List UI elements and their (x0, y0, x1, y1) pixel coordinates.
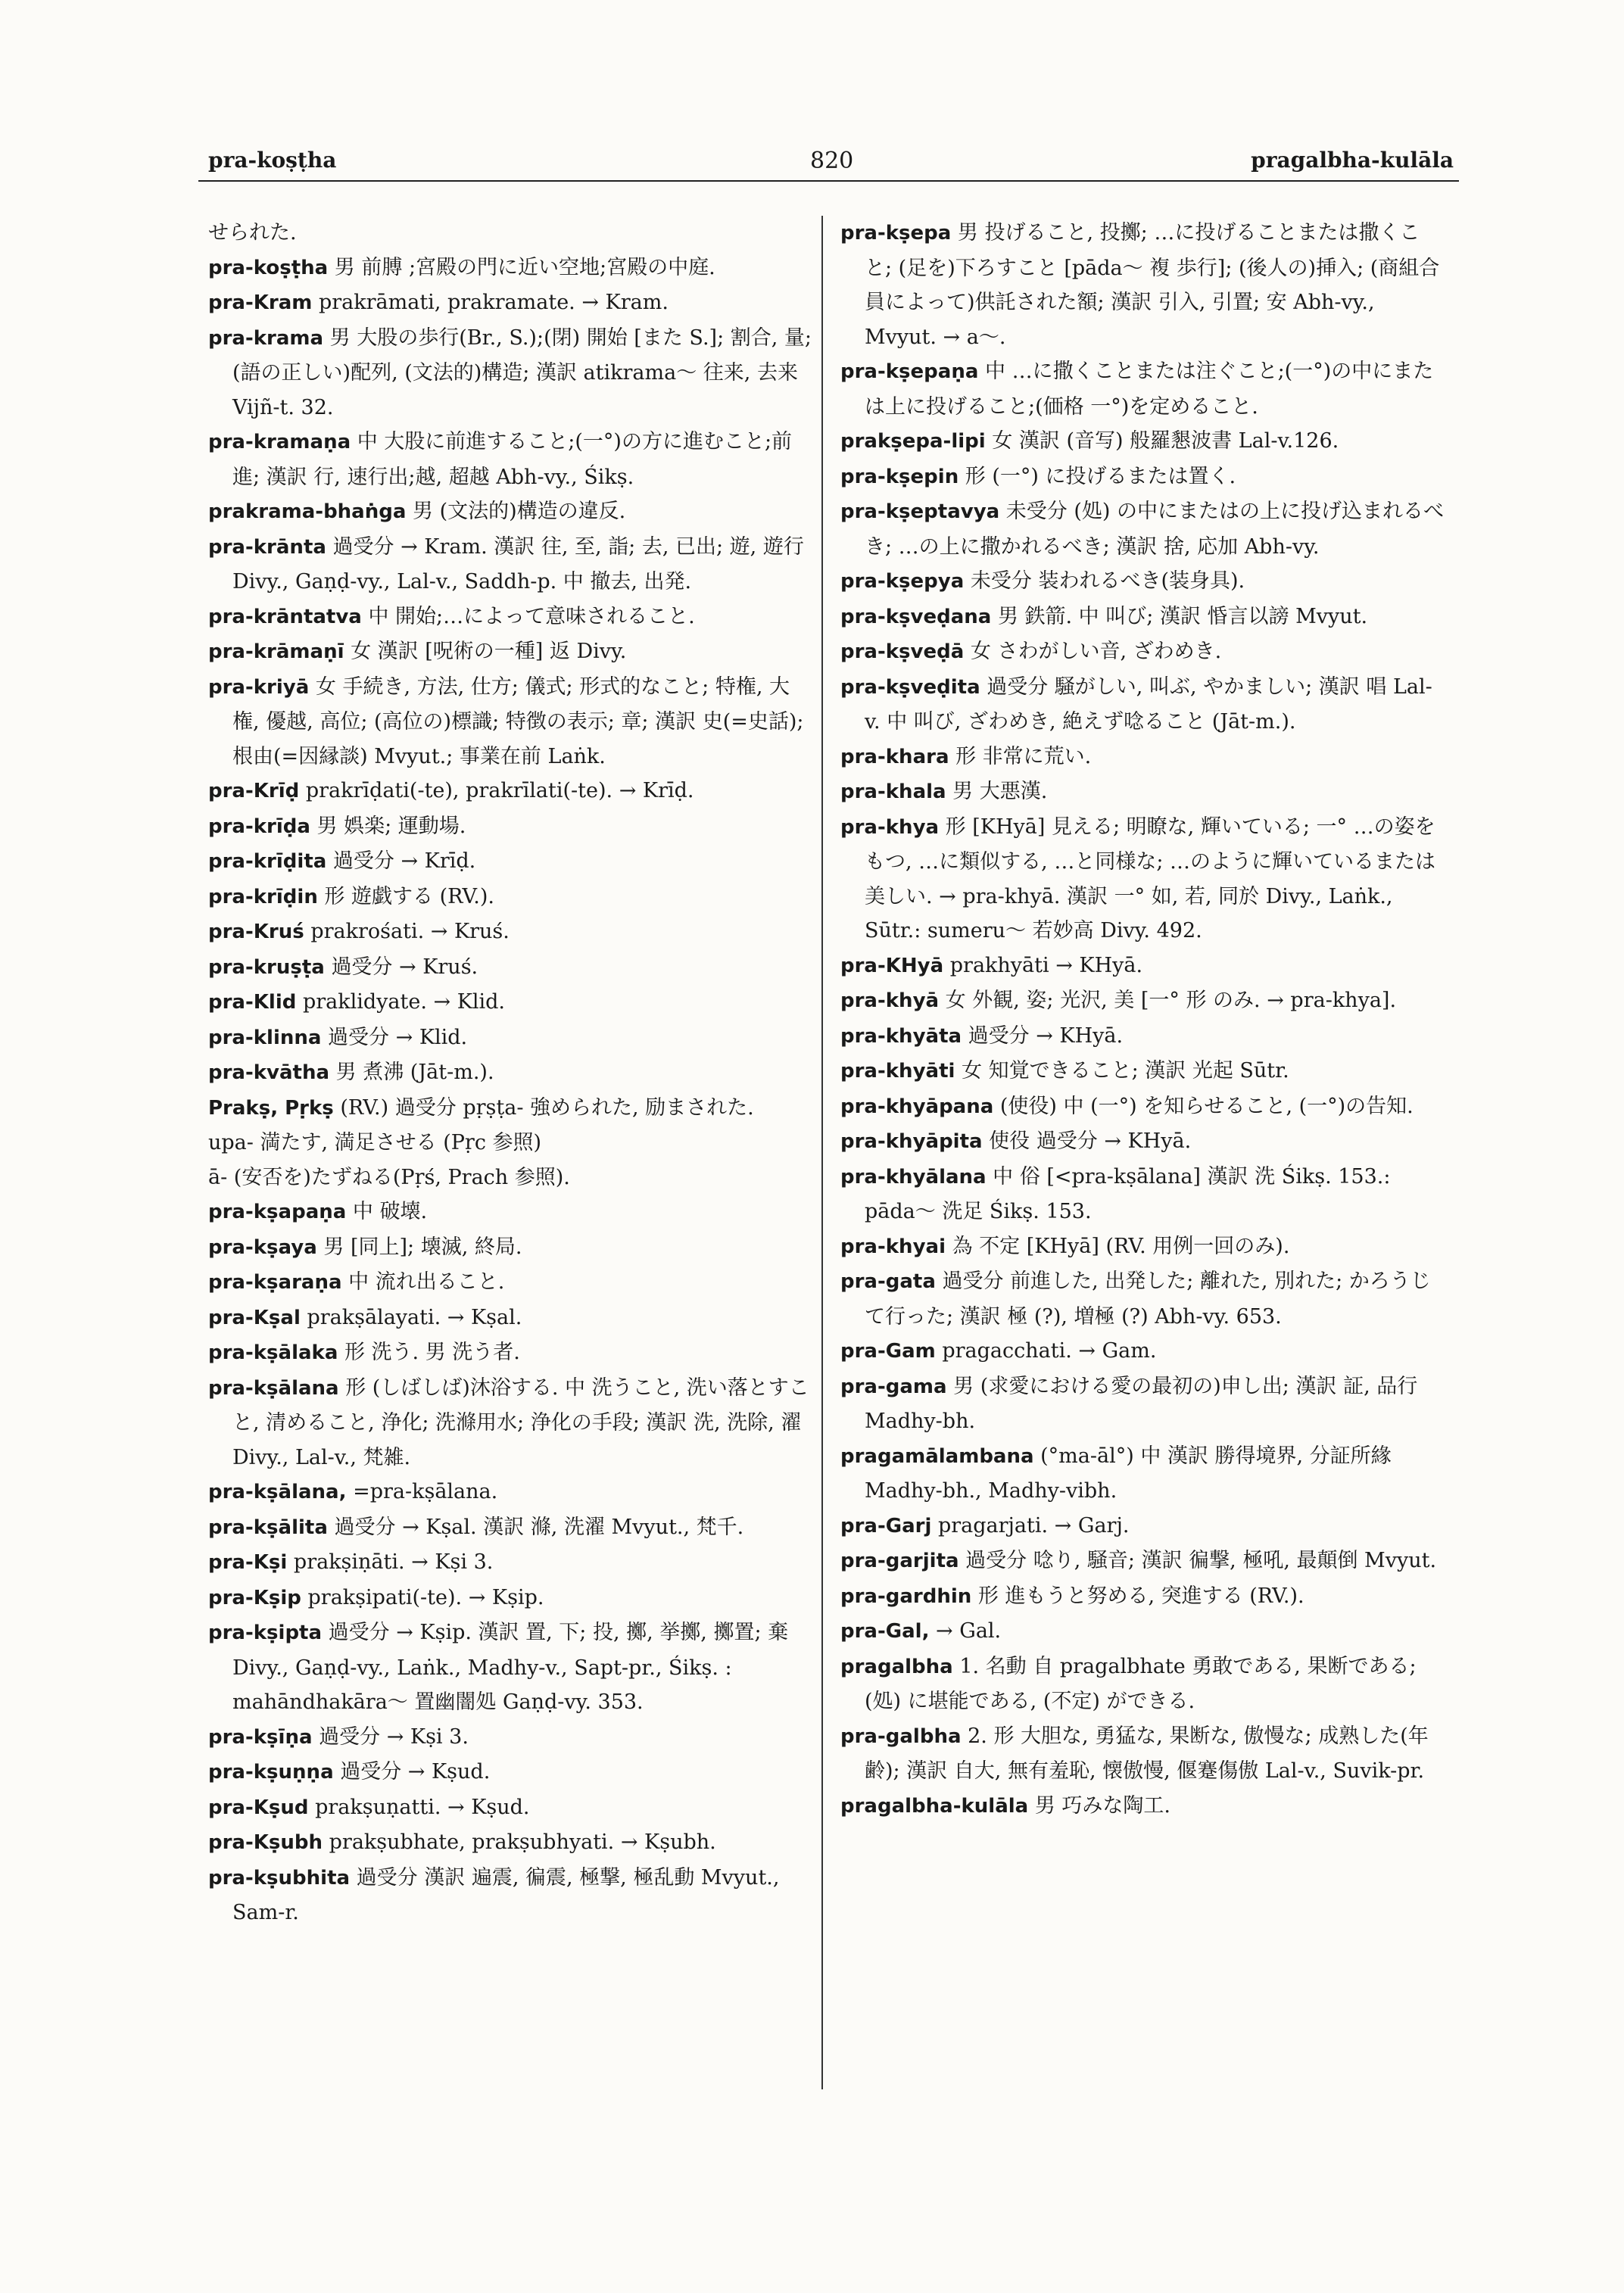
dictionary-entry (208, 914, 814, 950)
entry-definition: 中 流れ出ること. (348, 1270, 505, 1294)
dictionary-entry (208, 321, 814, 425)
dictionary-entry (840, 1369, 1446, 1439)
dictionary-entry (840, 1614, 1446, 1650)
dictionary-entry (208, 1161, 814, 1195)
dictionary-entry (208, 844, 814, 880)
entry-headword: pra-garjita (840, 1550, 959, 1572)
entry-definition: prakṣālayati. → Kṣal. (307, 1305, 522, 1329)
entry-definition: pragarjati. → Garj. (937, 1513, 1130, 1537)
entry-headword: pra-Kruś (208, 921, 304, 943)
dictionary-entry (840, 810, 1446, 949)
dictionary-entry (840, 1789, 1446, 1824)
dictionary-entry (840, 1719, 1446, 1789)
entry-headword: pra-Kṣubh (208, 1831, 323, 1854)
entry-definition: 過受分 → Klid. (328, 1025, 468, 1049)
entry-headword: pra-kṣepaṇa (840, 360, 979, 383)
dictionary-entry (208, 1230, 814, 1266)
dictionary-entry (208, 1475, 814, 1510)
entry-headword: pra-Kṣip (208, 1586, 301, 1609)
running-head-left: pra-koṣṭha (208, 148, 337, 173)
entry-headword: pra-kṣaya (208, 1235, 317, 1259)
dictionary-entry (840, 600, 1446, 635)
entry-definition: 過受分 唸り, 騒音; 漢訳 徧撃, 極吼, 最顛倒 Mvyut. (965, 1549, 1437, 1572)
entry-headword: pra-khyāpana (840, 1095, 994, 1118)
column-divider (821, 216, 823, 2089)
dictionary-entry (840, 1054, 1446, 1089)
entry-headword: pra-khyāpita (840, 1130, 983, 1153)
dictionary-entry (208, 1091, 814, 1126)
entry-definition: 形 [KHyā] 見える; 明瞭な, 輝いている; 一° …の姿をもつ, …に類似する, …と同様な; …のように輝いているまたは美しい. → pra-khyā. 漢訳 一° 如, 若, 同於 Divy., Laṅk., Sūtr.: sumeru～ 若妙高 Divy. 492. (865, 815, 1436, 942)
entry-headword: pra-Klid (208, 991, 297, 1014)
entry-headword: pra-koṣṭha (208, 256, 329, 279)
entry-headword: pra-krīḍa (208, 815, 310, 838)
dictionary-entry (208, 285, 814, 321)
dictionary-entry (840, 1124, 1446, 1160)
entry-headword: pra-krīḍin (208, 885, 318, 908)
entry-definition: 過受分 前進した, 出発した; 離れた, 別れた; かろうじて行った; 漢訳 極 (?), 増極 (?) Abh-vy. 653. (865, 1270, 1431, 1329)
dictionary-entry (840, 1089, 1446, 1125)
entry-definition: 形 遊戯する (RV.). (324, 884, 494, 908)
dictionary-entry (208, 1545, 814, 1581)
entry-definition: prakhyāti → KHyā. (949, 953, 1143, 977)
dictionary-entry (840, 774, 1446, 810)
left-column (208, 216, 814, 1930)
entry-headword: prakṣepa-lipi (840, 430, 986, 453)
entry-definition: prakṣubhate, prakṣubhyati. → Kṣubh. (329, 1830, 716, 1854)
entry-definition: 為 不定 [KHyā] (RV. 用例一回のみ). (952, 1234, 1290, 1258)
entry-headword: pra-klinna (208, 1026, 322, 1049)
entry-headword: pra-gata (840, 1270, 936, 1293)
entry-headword: pra-krānta (208, 535, 326, 559)
entry-headword: pra-kṣepin (840, 465, 959, 488)
dictionary-entry (840, 1439, 1446, 1509)
entry-definition: 形 進もうと努める, 突進する (RV.). (977, 1584, 1304, 1608)
entry-definition: 過受分 → Kṣud. (340, 1760, 491, 1784)
entry-definition: 過受分 → Kram. 漢訳 往, 至, 詣; 去, 已出; 遊, 遊行 Divy., Gaṇḍ-vy., Lal-v., Saddh-p. 中 撤去, 出発. (232, 534, 804, 594)
dictionary-entry (208, 425, 814, 494)
entry-definition: 中 開始;…によって意味されること. (368, 604, 695, 628)
dictionary-entry (208, 1581, 814, 1616)
entry-definition: 中 大股に前進すること;(一°)の方に進むこと;前進; 漢訳 行, 速行出;越, 超越 Abh-vy., Śikṣ. (232, 430, 793, 489)
dictionary-entry (208, 216, 814, 251)
entry-definition: 女 漢訳 (音写) 般羅懇波書 Lal-v.126. (992, 429, 1339, 453)
entry-definition: 男 大悪漢. (952, 780, 1048, 803)
entry-headword: pra-kṣipta (208, 1622, 323, 1644)
entry-definition: 過受分 騒がしい, 叫ぶ, やかましい; 漢訳 唱 Lal-v. 中 叫び, ざわめき, 絶えず唸ること (Jāt-m.). (865, 675, 1432, 734)
dictionary-entry (208, 1335, 814, 1371)
entry-definition: せられた. (208, 221, 297, 245)
dictionary-entry (208, 251, 814, 286)
entry-definition: 男 投げること, 投擲; …に投げることまたは撒くこと; (足を)下ろすこと [pāda～ 複 歩行]; (後人の)挿入; (商組合員によって)供託された額; 漢訳 引入, 引置; 安 Abh-vy., Mvyut. → a～. (865, 221, 1440, 349)
dictionary-entry (208, 530, 814, 600)
dictionary-entry (840, 460, 1446, 495)
entry-definition: pragacchati. → Gam. (942, 1339, 1157, 1363)
entry-headword: pra-kṣveḍana (840, 605, 992, 628)
entry-definition: prakṣipati(-te). → Kṣip. (307, 1585, 544, 1609)
entry-headword: pra-khyālana (840, 1165, 987, 1189)
entry-definition: 男 (文法的)構造の違反. (413, 500, 626, 523)
entry-definition: 2. 形 大胆な, 勇猛な, 果断な, 傲慢な; 成熟した(年齢); 漢訳 自大, 無有羞恥, 懐傲慢, 偃蹇傷傲 Lal-v., Suvik-pr. (865, 1724, 1429, 1783)
dictionary-entry (208, 634, 814, 670)
page-number: 820 (810, 148, 854, 174)
dictionary-entry (840, 1334, 1446, 1369)
dictionary-entry (208, 1371, 814, 1475)
entry-definition: 男 [同上]; 壊滅, 終局. (323, 1235, 522, 1259)
entry-headword: pra-kṣapaṇa (208, 1201, 347, 1223)
dictionary-entry (208, 1755, 814, 1790)
entry-headword: pra-kramaṇa (208, 431, 351, 453)
dictionary-entry (208, 1615, 814, 1720)
entry-headword: pra-kṣālana (208, 1376, 339, 1400)
dictionary-entry (208, 809, 814, 845)
dictionary-entry (840, 670, 1446, 740)
entry-headword: pra-Kram (208, 291, 313, 314)
entry-definition: → Gal. (936, 1619, 1002, 1643)
entry-definition: 使役 過受分 → KHyā. (989, 1129, 1192, 1153)
dictionary-entry (840, 354, 1446, 424)
dictionary-entry (840, 1650, 1446, 1719)
entry-definition: 中 …に撒くことまたは注ぐこと;(一°)の中にまたは上に投げること;(価格 一°)を定めること. (865, 360, 1434, 419)
entry-headword: pra-khara (840, 745, 949, 768)
entry-definition: 過受分 → Kruś. (331, 955, 478, 979)
entry-definition: 形 非常に荒い. (955, 744, 1092, 768)
entry-definition: prakṣiṇāti. → Kṣi 3. (293, 1550, 494, 1574)
running-head-right: pragalbha-kulāla (1251, 148, 1454, 173)
entry-definition: (RV.) 過受分 pṛṣṭa- 強められた, 励まされた. (340, 1095, 754, 1120)
dictionary-entry (840, 424, 1446, 460)
entry-definition: (°ma-āl°) 中 漢訳 勝得境界, 分証所緣 Madhy-bh., Madhy-vibh. (865, 1444, 1392, 1503)
dictionary-entry (208, 1020, 814, 1056)
dictionary-entry (840, 1229, 1446, 1265)
entry-definition: prakrāmati, prakramate. → Kram. (318, 291, 669, 314)
entry-definition: 男 前膊 ;宮殿の門に近い空地;宮殿の中庭. (334, 255, 715, 279)
entry-headword: prakrama-bhaṅga (208, 500, 407, 523)
entry-headword: pra-kvātha (208, 1061, 330, 1084)
dictionary-entry (208, 1720, 814, 1756)
entry-definition: 男 鉄箭. 中 叫び; 漢訳 惛言以謗 Mvyut. (997, 604, 1368, 628)
dictionary-entry (208, 1126, 814, 1161)
entry-headword: pra-kṣīṇa (208, 1725, 313, 1749)
entry-definition: praklidyate. → Klid. (302, 990, 506, 1014)
entry-headword: pra-khala (840, 780, 946, 803)
entry-definition: =pra-kṣālana. (353, 1480, 498, 1503)
entry-headword: pra-Krīḍ (208, 780, 300, 802)
dictionary-entry (208, 1055, 814, 1091)
dictionary-entry (208, 1195, 814, 1230)
dictionary-entry (840, 494, 1446, 564)
entry-definition: 中 破壊. (352, 1200, 428, 1223)
entry-headword: pra-kṣveḍā (840, 640, 965, 663)
entry-headword: pra-khyāta (840, 1024, 962, 1048)
dictionary-entry (840, 564, 1446, 600)
dictionary-entry (208, 600, 814, 635)
dictionary-entry (208, 950, 814, 986)
entry-headword: pra-KHyā (840, 954, 944, 977)
dictionary-entry (840, 949, 1446, 984)
entry-headword: pra-kṣeptavya (840, 500, 1000, 523)
entry-definition: 過受分 → KHyā. (968, 1023, 1124, 1048)
entry-definition: 過受分 漢訳 遍震, 徧震, 極撃, 極乱動 Mvyut., Sam-r. (232, 1865, 780, 1924)
entry-definition: prakrīḍati(-te), prakrīlati(-te). → Krīḍ. (305, 779, 694, 802)
dictionary-entry (208, 494, 814, 530)
header-rule (198, 180, 1459, 182)
entry-headword: pra-kṣubhita (208, 1866, 351, 1890)
entry-headword: pra-kṣveḍita (840, 675, 980, 699)
entry-headword: pra-kruṣṭa (208, 955, 325, 979)
entry-headword: Prakṣ, Pṛkṣ (208, 1096, 334, 1120)
entry-headword: pra-galbha (840, 1724, 962, 1748)
entry-headword: pra-kṣālita (208, 1516, 328, 1539)
entry-definition: 男 煮沸 (Jāt-m.). (335, 1061, 494, 1084)
entry-headword: pra-khya (840, 815, 940, 839)
dictionary-entry (840, 740, 1446, 775)
entry-definition: prakṣuṇatti. → Kṣud. (315, 1795, 530, 1819)
entry-headword: pra-krāmaṇī (208, 640, 344, 663)
dictionary-entry (208, 880, 814, 915)
entry-headword: pra-kṣuṇṇa (208, 1761, 334, 1784)
entry-definition: 過受分 → Kṣi 3. (319, 1724, 469, 1749)
dictionary-entry (840, 1544, 1446, 1579)
entry-headword: pra-kṣepa (840, 222, 952, 245)
dictionary-entry (840, 983, 1446, 1019)
entry-headword: pragalbha-kulāla (840, 1794, 1029, 1818)
dictionary-entry (208, 1790, 814, 1826)
dictionary-entry (208, 985, 814, 1020)
entry-definition: 中 俗 [<pra-kṣālana] 漢訳 洗 Śikṣ. 153.: pāda～ 洗足 Śikṣ. 153. (865, 1164, 1391, 1223)
entry-headword: pra-khyai (840, 1235, 946, 1258)
dictionary-entry (840, 1509, 1446, 1544)
entry-headword: pra-krama (208, 326, 324, 350)
dictionary-entry (840, 1019, 1446, 1055)
entry-definition: 未受分 (処) の中にまたはの上に投げ込まれるべき; …の上に撒かれるべき; 漢訳 捨, 応加 Abh-vy. (865, 500, 1445, 559)
entry-headword: pra-Kṣal (208, 1306, 301, 1329)
dictionary-entry (840, 1579, 1446, 1615)
entry-definition: ā- (安否を)たずねる(Pṛś, Prach 参照). (208, 1165, 570, 1189)
dictionary-entry (208, 1265, 814, 1301)
dictionary-entry (840, 634, 1446, 670)
entry-headword: pra-gama (840, 1375, 947, 1398)
entry-definition: 男 (求愛における愛の最初の)申し出; 漢訳 証, 品行 Madhy-bh. (865, 1374, 1418, 1433)
entry-definition: 過受分 → Krīḍ. (332, 849, 476, 873)
dictionary-entry (840, 216, 1446, 354)
entry-headword: pra-kṣālaka (208, 1341, 338, 1364)
dictionary-entry (208, 1861, 814, 1930)
dictionary-entry (840, 1264, 1446, 1334)
entry-definition: 形 (一°) に投げるまたは置く. (965, 464, 1236, 488)
entry-definition: prakrośati. → Kruś. (310, 920, 510, 943)
entry-definition: upa- 満たす, 満足させる (Pṛc 参照) (208, 1131, 542, 1154)
entry-headword: pra-Garj (840, 1514, 932, 1537)
entry-headword: pragalbha (840, 1655, 953, 1678)
entry-headword: pra-krāntatva (208, 605, 362, 628)
dictionary-entry (208, 1510, 814, 1546)
entry-headword: pragamālambana (840, 1444, 1034, 1468)
entry-headword: pra-krīḍita (208, 850, 327, 873)
entry-definition: 女 漢訳 [呪術の一種] 返 Divy. (351, 640, 627, 663)
entry-definition: 女 手続き, 方法, 仕方; 儀式; 形式的なこと; 特権, 大権, 優越, 高位; (高位の)標識; 特徴の表示; 章; 漢訳 史(=史話); 根由(=因縁談) Mvyut.; 事業在前 Laṅk. (232, 675, 804, 768)
right-column (840, 216, 1446, 1824)
entry-headword: pra-kṣālana, (208, 1481, 347, 1503)
entry-definition: (使役) 中 (一°) を知らせること, (一°)の告知. (999, 1094, 1414, 1118)
entry-headword: pra-Gam (840, 1340, 936, 1363)
entry-definition: 過受分 → Kṣip. 漢訳 置, 下; 投, 擲, 挙擲, 擲置; 棄 Divy., Gaṇḍ-vy., Laṅk., Madhy-v., Sapt-pr., Śikṣ. : mahāndhakāra～ 置幽闇処 Gaṇḍ-vy. 353. (232, 1621, 789, 1714)
dictionary-entry (208, 1825, 814, 1861)
entry-definition: 過受分 → Kṣal. 漢訳 滌, 洗濯 Mvyut., 梵千. (334, 1515, 744, 1539)
dictionary-entry (208, 670, 814, 774)
entry-definition: 未受分 装われるべき(装身具). (970, 569, 1245, 593)
entry-headword: pra-Kṣi (208, 1551, 288, 1574)
entry-definition: 女 外観, 姿; 光沢, 美 [一° 形 のみ. → pra-khya]. (945, 989, 1397, 1012)
entry-definition: 形 (しばしば)沐浴する. 中 洗うこと, 洗い落とすこと, 清めること, 浄化; 洗滌用水; 浄化の手段; 漢訳 洗, 洗除, 濯 Divy., Lal-v., 梵雑. (232, 1375, 809, 1469)
entry-headword: pra-kṣepya (840, 570, 965, 593)
entry-headword: pra-khyā (840, 989, 940, 1012)
entry-definition: 男 娯楽; 運動場. (316, 814, 466, 838)
entry-headword: pra-gardhin (840, 1584, 972, 1608)
entry-definition: 女 さわがしい音, ざわめき. (970, 640, 1222, 663)
entry-headword: pra-kriyā (208, 675, 310, 699)
entry-headword: pra-Kṣud (208, 1796, 309, 1819)
entry-definition: 男 大股の歩行(Br., S.);(閉) 開始 [また S.]; 割合, 量; (語の正しい)配列, (文法的)構造; 漢訳 atikrama～ 往来, 去来 Vijñ-t. 32. (232, 326, 812, 419)
dictionary-entry (208, 1301, 814, 1336)
entry-definition: 男 巧みな陶工. (1034, 1793, 1170, 1818)
entry-headword: pra-kṣaraṇa (208, 1271, 342, 1294)
entry-definition: 1. 名動 自 pragalbhate 勇敢である, 果断である; (処) に堪能である, (不定) ができる. (865, 1654, 1417, 1713)
entry-headword: pra-Gal, (840, 1620, 930, 1643)
dictionary-entry (208, 774, 814, 809)
entry-definition: 女 知覚できること; 漢訳 光起 Sūtr. (962, 1059, 1289, 1083)
entry-headword: pra-khyāti (840, 1060, 955, 1083)
entry-definition: 形 洗う. 男 洗う者. (344, 1341, 520, 1364)
dictionary-entry (840, 1160, 1446, 1229)
